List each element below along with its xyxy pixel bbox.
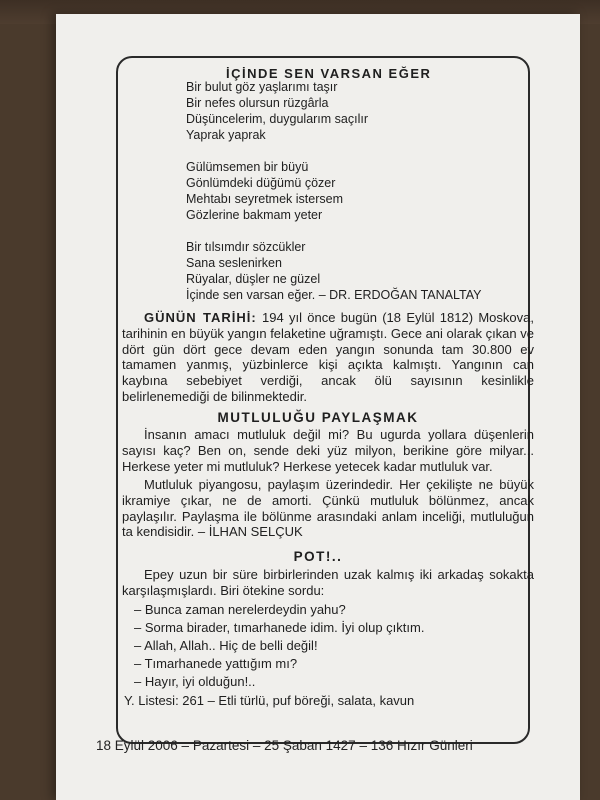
pot-intro: Epey uzun bir süre birbirlerinden uzak kalmış iki arkadaş sokakta karşılaşmışlardı. Biri ötekine sordu:	[122, 567, 534, 598]
gunun-tarihi-text: 194 yıl önce bugün (18 Eylül 1812) Moskova, tarihinin en büyük yangın felaketine uğramıştı. Gece ani olarak çıkan ve dört gün dört gece devam eden yangın sonunda tam 30.800 ev tamamen yanmış, yüzbinlerce kişi açıkta kalmıştı. Yangının can kaybına sebebiyet verdiği, ancak ölü sayısının kesinlikle belirlenemediği de bilinmektedir.	[122, 310, 534, 404]
poem-title: İÇİNDE SEN VARSAN EĞER	[226, 66, 432, 81]
dialog-line: – Bunca zaman nerelerdeydin yahu?	[134, 602, 346, 617]
poem-line: Gönlümdeki düğümü çözer	[186, 176, 336, 190]
poem-line: Bir bulut göz yaşlarımı taşır	[186, 80, 338, 94]
poem-line: Mehtabı seyretmek istersem	[186, 192, 343, 206]
poem-line: Gülümsemen bir büyü	[186, 160, 309, 174]
dialog-line: – Tımarhanede yattığım mı?	[134, 656, 298, 671]
poem-line: Rüyalar, düşler ne güzel	[186, 272, 321, 286]
dialog-line: – Allah, Allah.. Hiç de belli değil!	[134, 638, 318, 653]
gunun-tarihi-paragraph	[122, 310, 534, 405]
mutluluk-paragraph-2: Mutluluk piyangosu, paylaşım üzerindedir. Her çekilişte ne büyük ikramiye çıkar, ne de amorti. Çünkü mutluluk bölünmez, ancak paylaşılır. Paylaşma ile bölünme arasındaki anlam inceliği, mutluluğun ta kendisidir. – İLHAN SELÇUK	[122, 477, 534, 540]
mutluluk-paragraph-1: İnsanın amacı mutluluk değil mi? Bu ugurda yollara düşenlerin sayısı kaç? Ben on, sende deki yüz milyon, berikine göre milyar... Herkese yeter mi mutluluk? Herkese yetecek kadar mutluluk var.	[122, 427, 534, 474]
date-footer: 18 Eylül 2006 – Pazartesi – 25 Şaban 1427 – 136 Hızır Günleri	[96, 738, 473, 753]
dialog-line: – Hayır, iyi olduğun!..	[134, 674, 256, 689]
pot-title: POT!..	[293, 549, 343, 564]
dialog-line: – Sorma birader, tımarhanede idim. İyi olup çıktım.	[134, 620, 425, 635]
gunun-tarihi-label: GÜNÜN TARİHİ:	[144, 310, 257, 325]
poem-line: Yaprak yaprak	[186, 128, 266, 142]
poem-line: Sana seslenirken	[186, 256, 282, 270]
poem-line: Bir nefes olursun rüzgârla	[186, 96, 329, 110]
poem-line: Bir tılsımdır sözcükler	[186, 240, 306, 254]
poem-line: Düşüncelerim, duygularım saçılır	[186, 112, 369, 126]
page-content	[56, 14, 580, 800]
poem-line: Gözlerine bakmam yeter	[186, 208, 323, 222]
poem-line: İçinde sen varsan eğer. – DR. ERDOĞAN TANALTAY	[186, 288, 482, 302]
calendar-page	[56, 14, 580, 800]
mutluluk-title: MUTLULUĞU PAYLAŞMAK	[217, 410, 419, 425]
menu-line: Y. Listesi: 261 – Etli türlü, puf böreği, salata, kavun	[124, 693, 415, 708]
